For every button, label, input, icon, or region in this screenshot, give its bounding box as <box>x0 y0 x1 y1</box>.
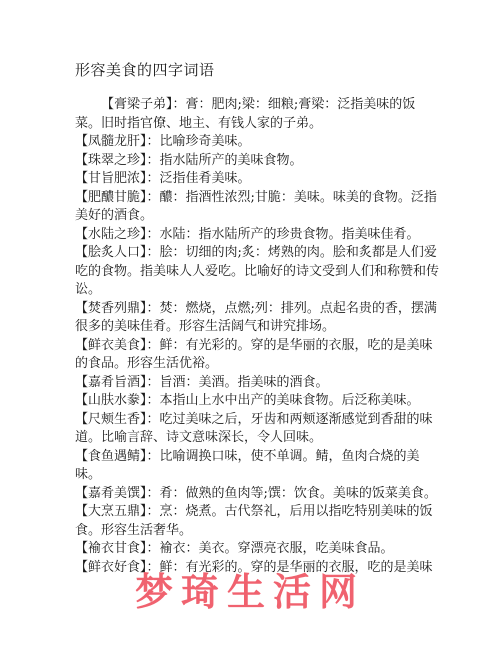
idiom-entry: 【珠翠之珍】：指水陆所产的美味食物。 <box>75 152 303 168</box>
document-title: 形容美食的四字词语 <box>75 61 215 79</box>
idiom-entry: 【褕衣甘食】：褕衣：美衣。穿漂亮衣服，吃美味食品。 <box>75 541 394 556</box>
document-page <box>75 60 441 577</box>
idiom-entry: 【水陆之珍】：水陆：指水陆所产的珍贵食物。指美味佳肴。 <box>75 226 420 242</box>
idiom-entry: 【嘉肴美馔】：肴：做熟的鱼肉等;馔：饮食。美味的饭菜美食。 <box>75 485 437 501</box>
idiom-entry: 【肥醲甘脆】：醲：指酒性浓烈;甘脆：美味。味美的食物。泛指美好的酒食。 <box>75 189 437 223</box>
idiom-entry: 【鲜衣美食】：鲜：有光彩的。穿的是华丽的衣服，吃的是美味的食品。形容生活优裕。 <box>75 337 433 371</box>
idiom-entry: 【焚香列鼎】：焚：燃烧，点燃;列：排列。点起名贵的香，摆满很多的美味佳肴。形容生活阔气和讲究排场。 <box>75 300 437 334</box>
idiom-entry: 【尺颊生香】：吃过美味之后，牙齿和两颊逐渐感觉到香甜的味道。比喻言辞、诗文意味深长，令人回味。 <box>75 411 433 445</box>
idiom-entry: 【脍炙人口】：脍：切细的肉;炙：烤熟的肉。脍和炙都是人们爱吃的食物。指美味人人爱吃。比喻好的诗文受到人们和称赞和传讼。 <box>75 245 440 297</box>
idiom-entry: 【甘旨肥浓】：泛指佳肴美味。 <box>75 171 251 186</box>
idiom-entry: 【山肤水豢】：本指山上水中出产的美味食物。后泛称美味。 <box>75 393 420 408</box>
idiom-entry: 【鲜衣好食】：鲜：有光彩的。穿的是华丽的衣服，吃的是美味 <box>75 559 433 575</box>
idiom-entry: 【膏梁子弟】：膏：肥肉;梁：细粮;膏梁：泛指美味的饭菜。旧时指官僚、地主、有钱人家的子弟。 <box>75 97 416 131</box>
watermark: 梦琦生活网 <box>134 570 365 614</box>
idiom-entry: 【凤髓龙肝】：比喻珍奇美味。 <box>75 134 251 149</box>
idiom-entry: 【大烹五鼎】：烹：烧煮。古代祭礼，后用以指吃特别美味的饭食。形容生活奢华。 <box>75 504 433 538</box>
idiom-entry: 【嘉肴旨酒】：旨酒：美酒。指美味的酒食。 <box>75 374 329 390</box>
idiom-entry: 【食鱼遇鲭】：比喻调换口味，使不单调。鲭，鱼肉合烧的美味。 <box>75 448 420 482</box>
